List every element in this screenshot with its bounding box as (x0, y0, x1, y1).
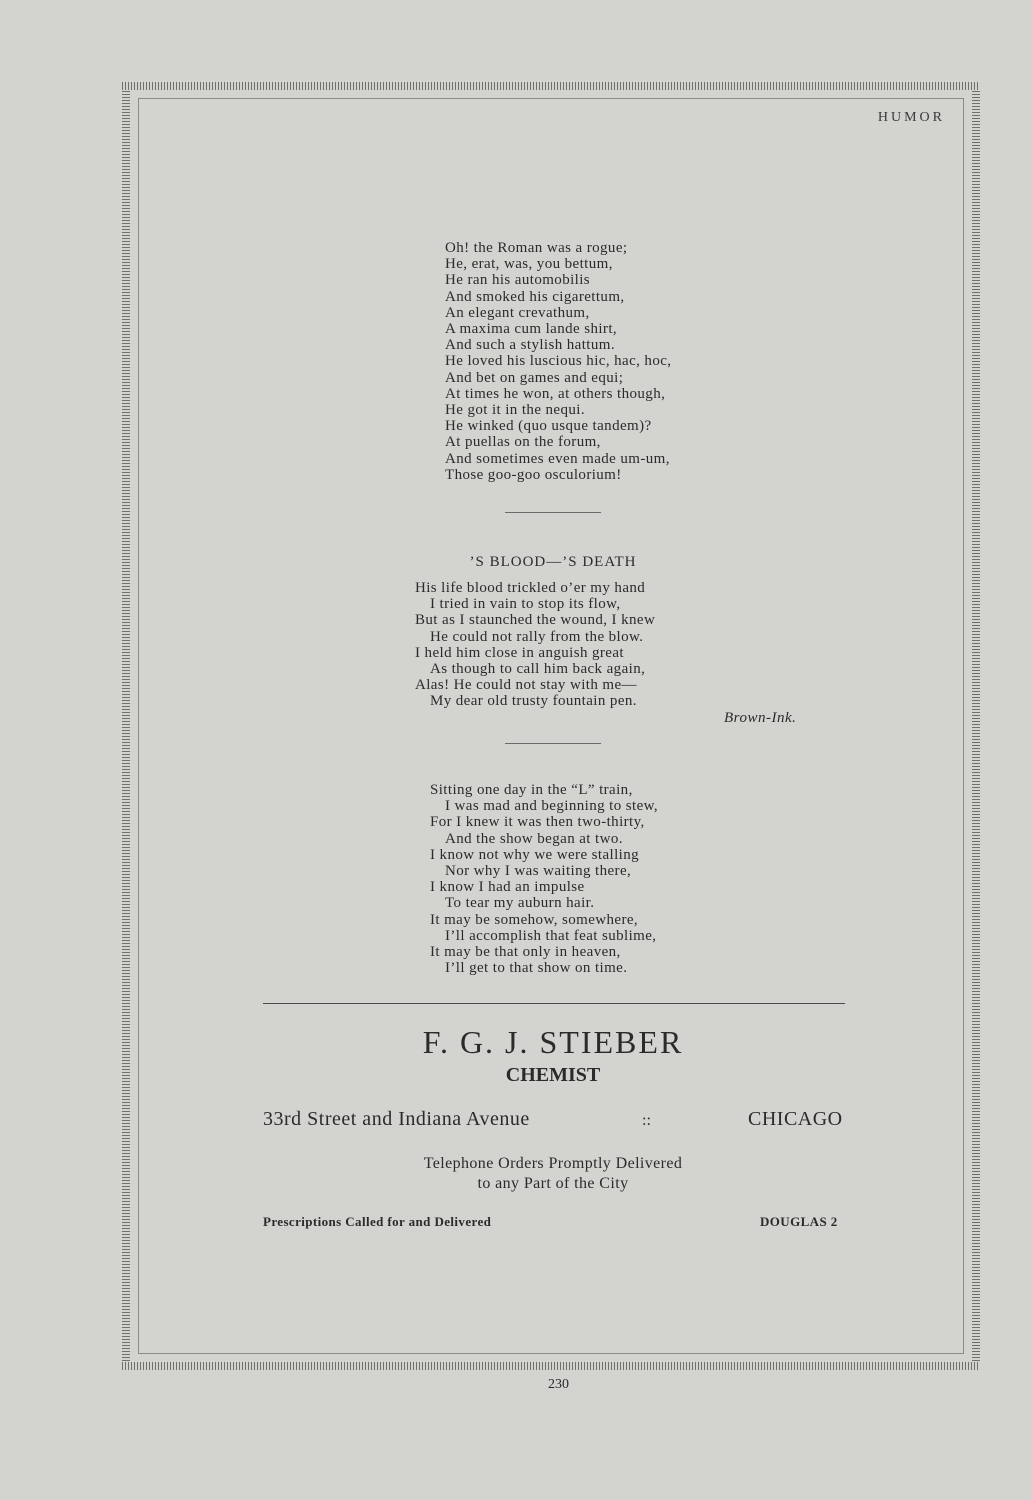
poem-line: Oh! the Roman was a rogue; (445, 240, 628, 256)
telephone-orders-line: to any Part of the City (477, 1175, 629, 1192)
poem-line: He ran his automobilis (445, 272, 591, 289)
address-separator: :: (642, 1112, 651, 1129)
poem-line: His life blood trickled o’er my hand (415, 580, 646, 596)
advertiser-address: 33rd Street and Indiana Avenue (263, 1108, 530, 1130)
poem-line: My dear old trusty fountain pen. (430, 693, 637, 710)
poem-line: I know I had an impulse (430, 879, 585, 896)
poem-line: He could not rally from the blow. (430, 628, 644, 645)
advertiser-city: CHICAGO (748, 1108, 843, 1130)
poem-line: Sitting one day in the “L” train, (430, 782, 633, 798)
poem-line: I held him close in anguish great (415, 644, 624, 661)
poem-blood-death (415, 580, 655, 710)
poem-line: He loved his luscious hic, hac, hoc, (445, 353, 672, 370)
poem-line: At times he won, at others though, (445, 385, 666, 402)
poem-line: And such a stylish hattum. (445, 337, 615, 354)
poem-line: Those goo-goo osculorium! (445, 466, 622, 483)
poem-line: I’ll get to that show on time. (445, 960, 628, 977)
prescriptions-text: Prescriptions Called for and Delivered (263, 1214, 492, 1229)
advertisement-rule (263, 1003, 845, 1004)
poem-line: And smoked his cigarettum, (445, 288, 625, 305)
poem-roman (445, 240, 671, 483)
poem-line: And the show began at two. (445, 830, 623, 847)
section-divider (505, 512, 601, 513)
poem-line: It may be that only in heaven, (430, 944, 621, 961)
poem-line: I tried in vain to stop its flow, (430, 596, 621, 613)
telephone-number: DOUGLAS 2 (760, 1214, 838, 1229)
poem-line: To tear my auburn hair. (445, 895, 595, 912)
poem-l-train (430, 782, 658, 976)
poem-line: As though to call him back again, (430, 661, 646, 678)
poem-line: He, erat, was, you bettum, (445, 256, 613, 273)
advertiser-name: F. G. J. STIEBER (422, 1024, 684, 1060)
poem-line: And sometimes even made um-um, (445, 450, 670, 467)
poem-line: I know not why we were stalling (430, 846, 640, 863)
poem-line: He got it in the nequi. (445, 402, 586, 419)
poem-line: At puellas on the forum, (445, 434, 601, 451)
poem-line: He winked (quo usque tandem)? (445, 418, 652, 435)
telephone-orders-text (0, 1154, 1031, 1194)
poem-line: A maxima cum lande shirt, (445, 321, 618, 338)
section-divider (505, 743, 601, 744)
poem-line: An elegant crevathum, (445, 304, 590, 321)
poem-line: Nor why I was waiting there, (445, 863, 632, 880)
running-head: HUMOR (877, 110, 945, 125)
poem-line: Alas! He could not stay with me— (415, 677, 637, 694)
poem-attribution: Brown-Ink. (724, 710, 797, 726)
poem-line: I’ll accomplish that feat sublime, (445, 927, 657, 944)
poem-line: I was mad and beginning to stew, (445, 798, 659, 815)
poem-line: But as I staunched the wound, I knew (415, 612, 656, 629)
poem-line: It may be somehow, somewhere, (430, 911, 639, 928)
poem-title: ’S BLOOD—’S DEATH (469, 554, 637, 570)
poem-line: For I knew it was then two-thirty, (430, 814, 645, 831)
advertiser-title: CHEMIST (505, 1064, 601, 1086)
poem-line: And bet on games and equi; (445, 369, 624, 386)
page-number: 230 (548, 1377, 569, 1392)
telephone-orders-line: Telephone Orders Promptly Delivered (423, 1155, 683, 1172)
